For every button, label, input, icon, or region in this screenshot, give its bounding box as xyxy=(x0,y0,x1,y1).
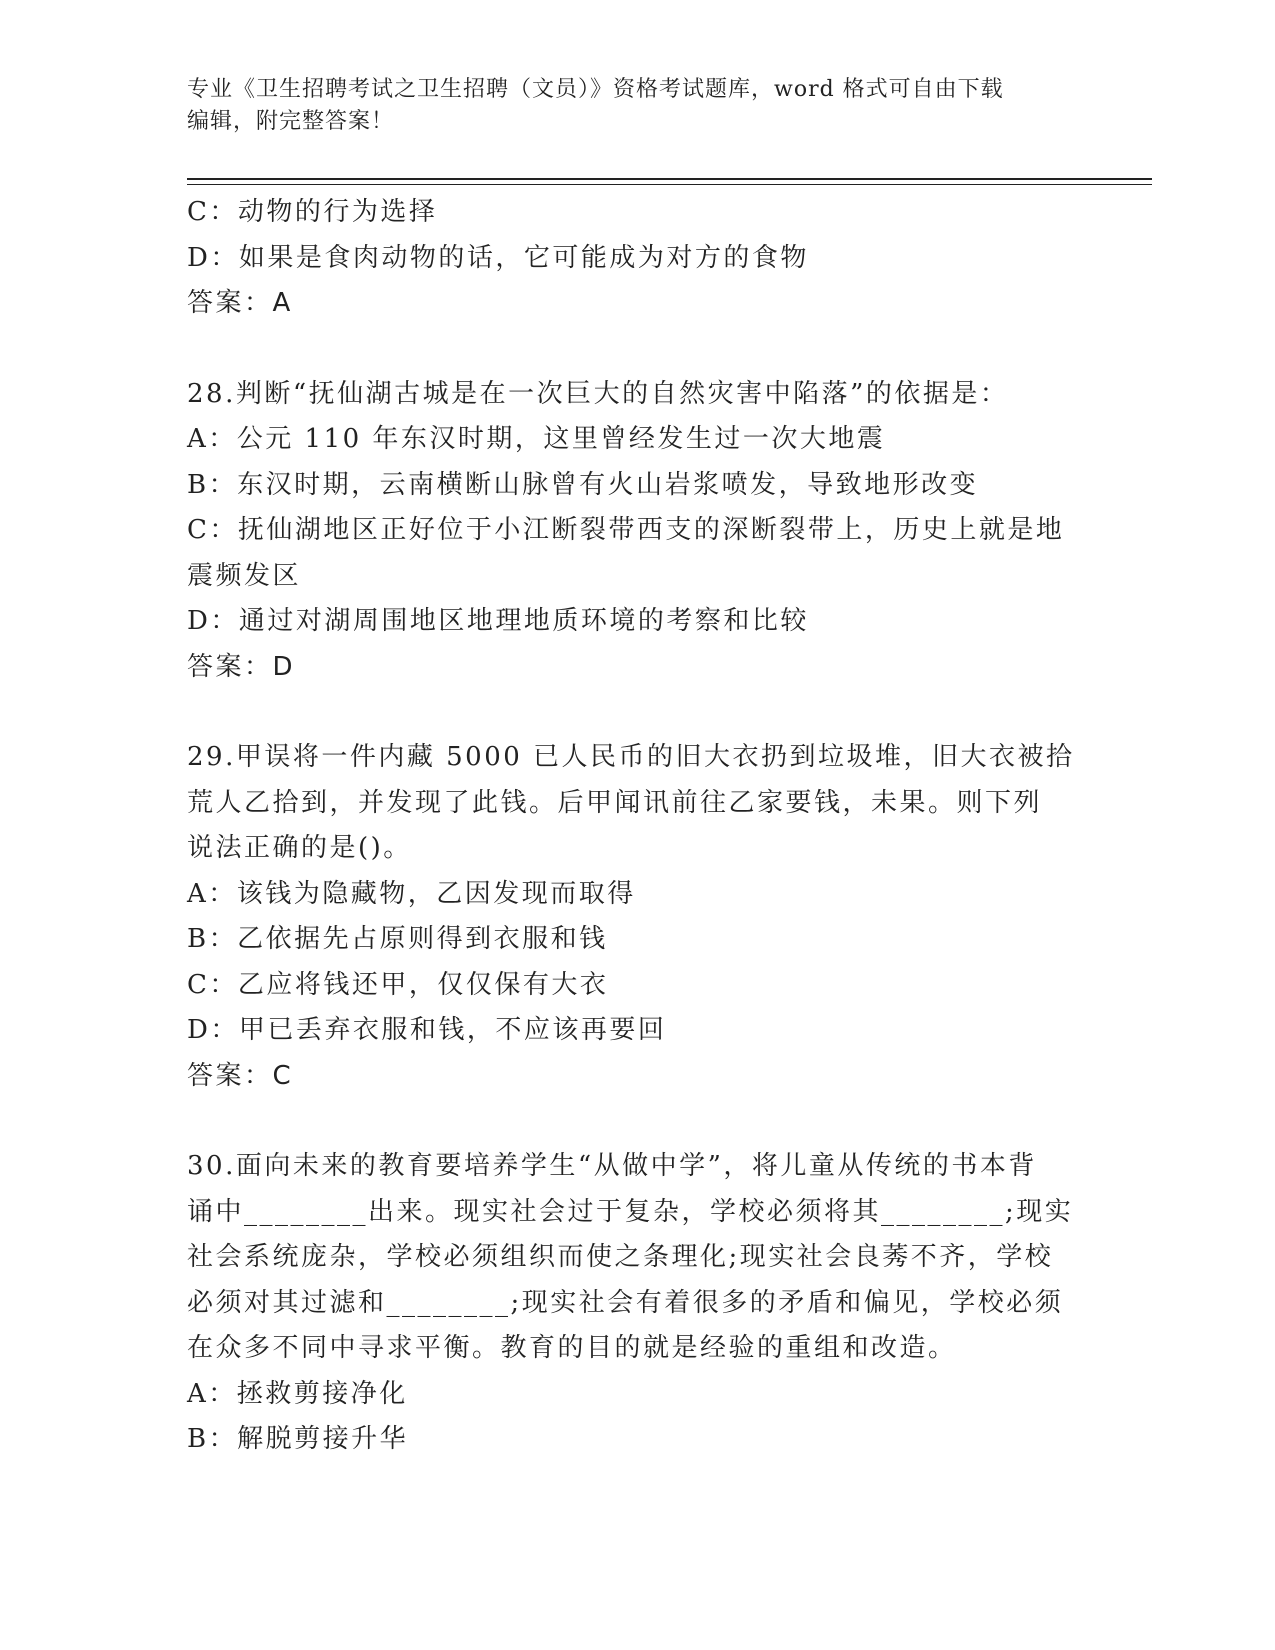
q29-option-d: D：甲已丢弃衣服和钱，不应该再要回 xyxy=(187,1015,667,1045)
q27-option-d: D：如果是食肉动物的话，它可能成为对方的食物 xyxy=(187,242,809,273)
q27-option-c: C：动物的行为选择 xyxy=(187,197,438,227)
q28-answer: 答案：D xyxy=(187,651,296,682)
q28-stem: 28.判断“抚仙湖古城是在一次巨大的自然灾害中陷落”的依据是： xyxy=(187,378,1009,409)
q29-stem-line-1: 29.甲误将一件内藏 5000 已人民币的旧大衣扔到垃圾堆，旧大衣被拾 xyxy=(187,742,1075,772)
q30-stem-line-4: 必须对其过滤和________;现实社会有着很多的矛盾和偏见，学校必须 xyxy=(187,1287,1064,1318)
q29-option-c: C：乙应将钱还甲，仅仅保有大衣 xyxy=(187,969,609,1000)
header-line-1: 专业《卫生招聘考试之卫生招聘（文员）》资格考试题库，word 格式可自由下载 xyxy=(187,77,1004,102)
q29-stem-line-2: 荒人乙拾到，并发现了此钱。后甲闻讯前往乙家要钱，未果。则下列 xyxy=(187,787,1043,818)
q28-option-d: D：通过对湖周围地区地理地质环境的考察和比较 xyxy=(187,606,809,636)
header-line-2: 编辑，附完整答案！ xyxy=(187,109,395,134)
q28-option-a: A：公元 110 年东汉时期，这里曾经发生过一次大地震 xyxy=(187,424,886,454)
q30-stem-line-5: 在众多不同中寻求平衡。教育的目的就是经验的重组和改造。 xyxy=(187,1333,957,1363)
question-list xyxy=(187,190,1075,1463)
q29-option-b: B：乙依据先占原则得到衣服和钱 xyxy=(187,924,608,954)
question-spacer xyxy=(187,1099,1067,1144)
question-spacer xyxy=(187,690,1067,735)
q30-stem-line-3: 社会系统庞杂，学校必须组织而使之条理化;现实社会良莠不齐，学校 xyxy=(187,1242,1054,1272)
question-spacer xyxy=(187,327,1067,372)
q28-option-c-line-2: 震频发区 xyxy=(187,560,302,591)
question-30 xyxy=(187,1144,1074,1463)
q29-answer: 答案：C xyxy=(187,1060,294,1091)
document-header-note xyxy=(187,74,1067,138)
question-27 xyxy=(187,190,1067,327)
q30-stem-line-1: 30.面向未来的教育要培养学生“从做中学”，将儿童从传统的书本背 xyxy=(187,1151,1037,1181)
q27-answer: 答案：A xyxy=(187,288,293,318)
question-28 xyxy=(187,372,1067,691)
q30-stem-line-2: 诵中________出来。现实社会过于复杂，学校必须将其________;现实 xyxy=(187,1196,1074,1227)
header-divider-thin xyxy=(187,184,1152,185)
question-29 xyxy=(187,735,1075,1099)
q30-option-a: A：拯救剪接净化 xyxy=(187,1378,408,1409)
header-divider-thick xyxy=(187,178,1152,180)
q29-option-a: A：该钱为隐藏物，乙因发现而取得 xyxy=(187,878,636,909)
q29-stem-line-3: 说法正确的是()。 xyxy=(187,833,412,863)
q28-option-b: B：东汉时期，云南横断山脉曾有火山岩浆喷发，导致地形改变 xyxy=(187,469,979,500)
q28-option-c-line-1: C：抚仙湖地区正好位于小江断裂带西支的深断裂带上，历史上就是地 xyxy=(187,515,1065,545)
q30-option-b: B：解脱剪接升华 xyxy=(187,1424,409,1454)
